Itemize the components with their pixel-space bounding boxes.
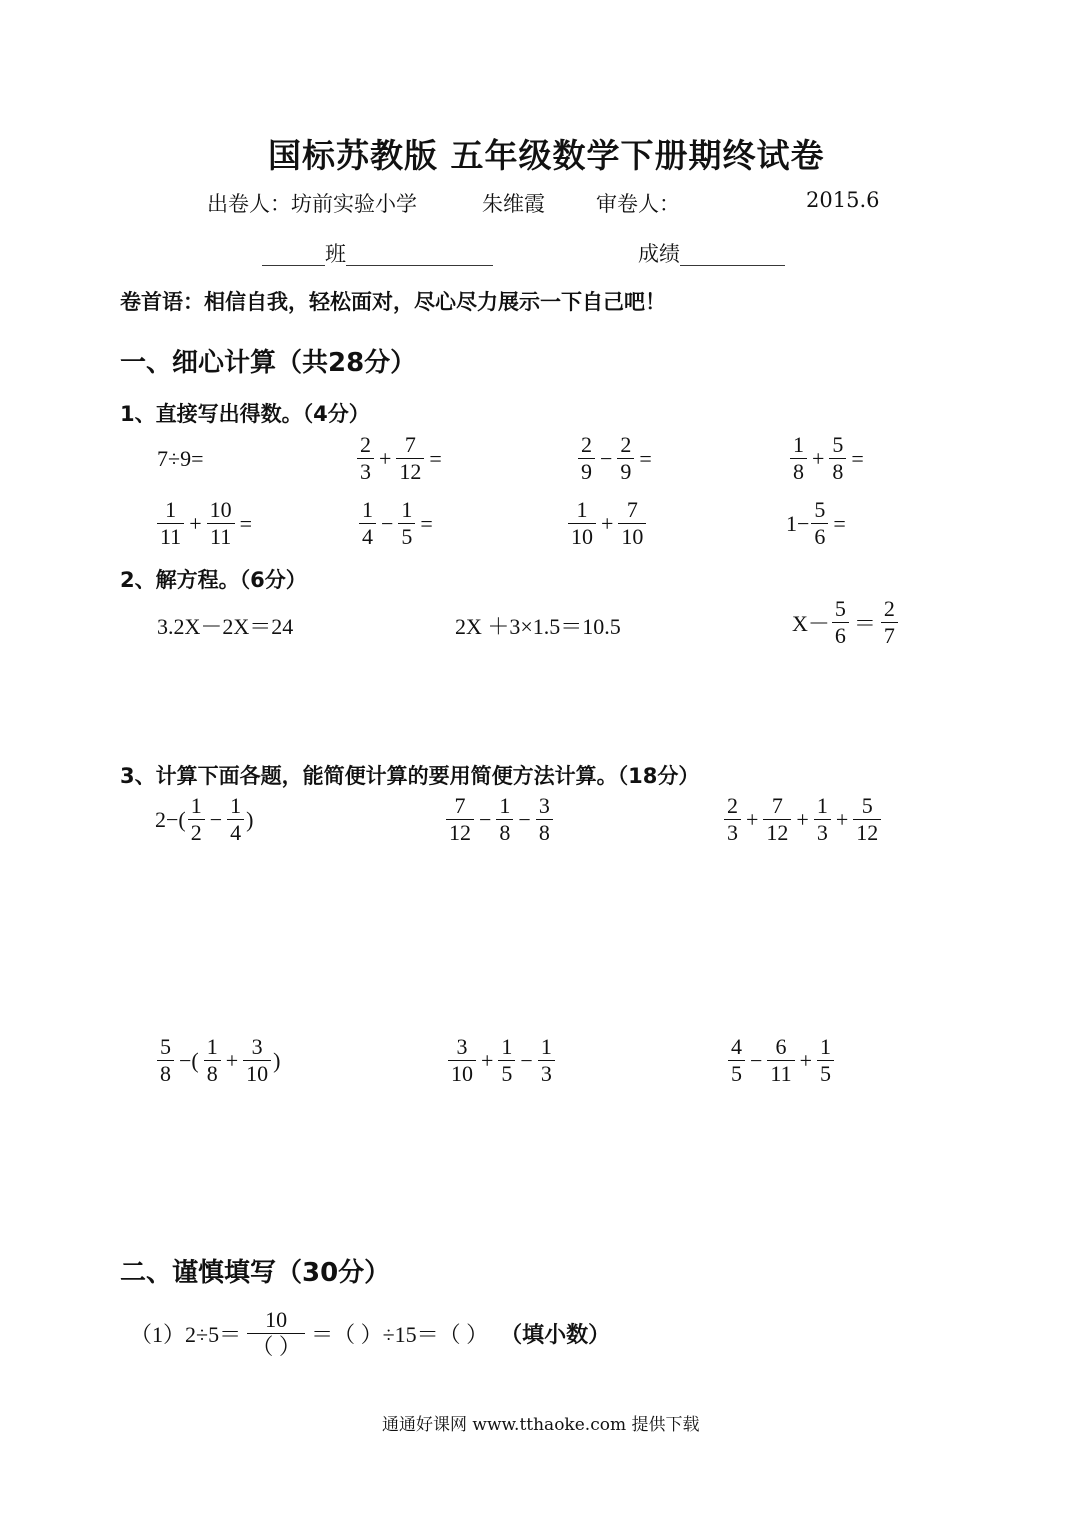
reviewer-label: 审卷人： [596, 192, 680, 216]
fraction: $\frac{5}{6}$ [811, 497, 828, 550]
motto: 卷首语：相信自我，轻松面对，尽心尽力展示一下自己吧！ [120, 290, 666, 314]
q3-calc-4: $\frac{5}{8}$ −( $\frac{1}{8}$ + $\frac{3}{10}$ ) [155, 1034, 280, 1087]
class-field: ______班______________ [262, 242, 493, 266]
fraction: $\frac{5}{8}$ [829, 432, 846, 485]
fraction: $\frac{1}{4}$ [227, 793, 244, 846]
fraction: $\frac{1}{8}$ [204, 1034, 221, 1087]
q1-problem-6: $\frac{1}{4}$ − $\frac{1}{5}$ = [357, 497, 436, 550]
fraction: $\frac{1}{2}$ [188, 793, 205, 846]
q3-calc-3: $\frac{2}{3}$ + $\frac{7}{12}$ + $\frac{1}{3}$ + $\frac{5}{12}$ [722, 793, 883, 846]
fraction: $\frac{2}{9}$ [617, 432, 634, 485]
q1-problem-1: 7÷9= [157, 446, 204, 471]
fraction: $\frac{2}{9}$ [578, 432, 595, 485]
fraction: $\frac{3}{10}$ [448, 1034, 476, 1087]
q1-problem-2: $\frac{2}{3}$ + $\frac{7}{12}$ = [355, 432, 445, 485]
q3-calc-5: $\frac{3}{10}$ + $\frac{1}{5}$ − $\frac{1}{3}$ [446, 1034, 557, 1087]
fraction: $\frac{2}{7}$ [881, 596, 898, 649]
fraction: $\frac{7}{12}$ [446, 793, 474, 846]
fraction: $\frac{10}{11}$ [207, 497, 235, 550]
fraction-blank: $\frac{10}{( )}$ [247, 1307, 305, 1360]
fraction: $\frac{7}{10}$ [618, 497, 646, 550]
fraction: $\frac{7}{12}$ [763, 793, 791, 846]
q1-problem-8: 1− $\frac{5}{6}$ = [786, 497, 846, 549]
q1-problem-3: $\frac{2}{9}$ − $\frac{2}{9}$ = [576, 432, 655, 485]
fraction: $\frac{1}{4}$ [359, 497, 376, 550]
fraction: $\frac{1}{5}$ [817, 1034, 834, 1087]
q3-calc-6: $\frac{4}{5}$ − $\frac{6}{11}$ + $\frac{1}{5}$ [726, 1034, 836, 1087]
fraction: $\frac{3}{10}$ [243, 1034, 271, 1087]
q3-calc-2: $\frac{7}{12}$ − $\frac{1}{8}$ − $\frac{3}{8}$ [444, 793, 555, 846]
fraction: $\frac{5}{12}$ [853, 793, 881, 846]
fraction: $\frac{7}{12}$ [396, 432, 424, 485]
section1-heading: 一、细心计算（共28分） [120, 348, 417, 378]
q3-calc-1: 2−( $\frac{1}{2}$ − $\frac{1}{4}$ ) [155, 793, 254, 845]
fraction: $\frac{1}{5}$ [498, 1034, 515, 1087]
fraction: $\frac{2}{3}$ [724, 793, 741, 846]
q1-problem-4: $\frac{1}{8}$ + $\frac{5}{8}$ = [788, 432, 867, 485]
page-title: 国标苏教版 五年级数学下册期终试卷 [268, 136, 825, 175]
q1-problem-5: $\frac{1}{11}$ + $\frac{10}{11}$ = [155, 497, 255, 550]
fraction: $\frac{1}{11}$ [157, 497, 184, 550]
fraction: $\frac{1}{8}$ [790, 432, 807, 485]
fraction: $\frac{4}{5}$ [728, 1034, 745, 1087]
equation-3: X－ $\frac{5}{6}$ ＝ $\frac{2}{7}$ [792, 596, 900, 649]
equation-2: 2X ＋3×1.5＝10.5 [455, 614, 621, 639]
equation-1: 3.2X－2X＝24 [157, 614, 294, 639]
author-name: 朱维霞 [482, 192, 545, 216]
fill-item-1: （1）2÷5＝ $\frac{10}{( )}$ ＝（ ）÷15＝（ ） （填小数） [130, 1307, 611, 1359]
footer-credit: 通通好课网 www.tthaoke.com 提供下载 [382, 1415, 700, 1435]
fraction: $\frac{1}{5}$ [398, 497, 415, 550]
fraction: $\frac{1}{10}$ [568, 497, 596, 550]
fraction: $\frac{5}{8}$ [157, 1034, 174, 1087]
fraction: $\frac{1}{3}$ [814, 793, 831, 846]
fraction: $\frac{1}{3}$ [538, 1034, 555, 1087]
section2-heading: 二、谨慎填写（30分） [120, 1258, 391, 1288]
q1-heading: 1、直接写出得数。（4分） [120, 402, 370, 426]
fraction: $\frac{2}{3}$ [357, 432, 374, 485]
score-field: 成绩__________ [638, 242, 785, 266]
fraction: $\frac{6}{11}$ [767, 1034, 794, 1087]
fraction: $\frac{5}{6}$ [832, 596, 849, 649]
author-label: 出卷人：坊前实验小学 [207, 192, 417, 216]
fraction: $\frac{1}{8}$ [496, 793, 513, 846]
exam-date: 2015.6 [806, 188, 880, 212]
q1-problem-7: $\frac{1}{10}$ + $\frac{7}{10}$ [566, 497, 648, 550]
q3-heading: 3、计算下面各题，能简便计算的要用简便方法计算。（18分） [120, 764, 700, 788]
q2-heading: 2、解方程。（6分） [120, 568, 307, 592]
fraction: $\frac{3}{8}$ [536, 793, 553, 846]
